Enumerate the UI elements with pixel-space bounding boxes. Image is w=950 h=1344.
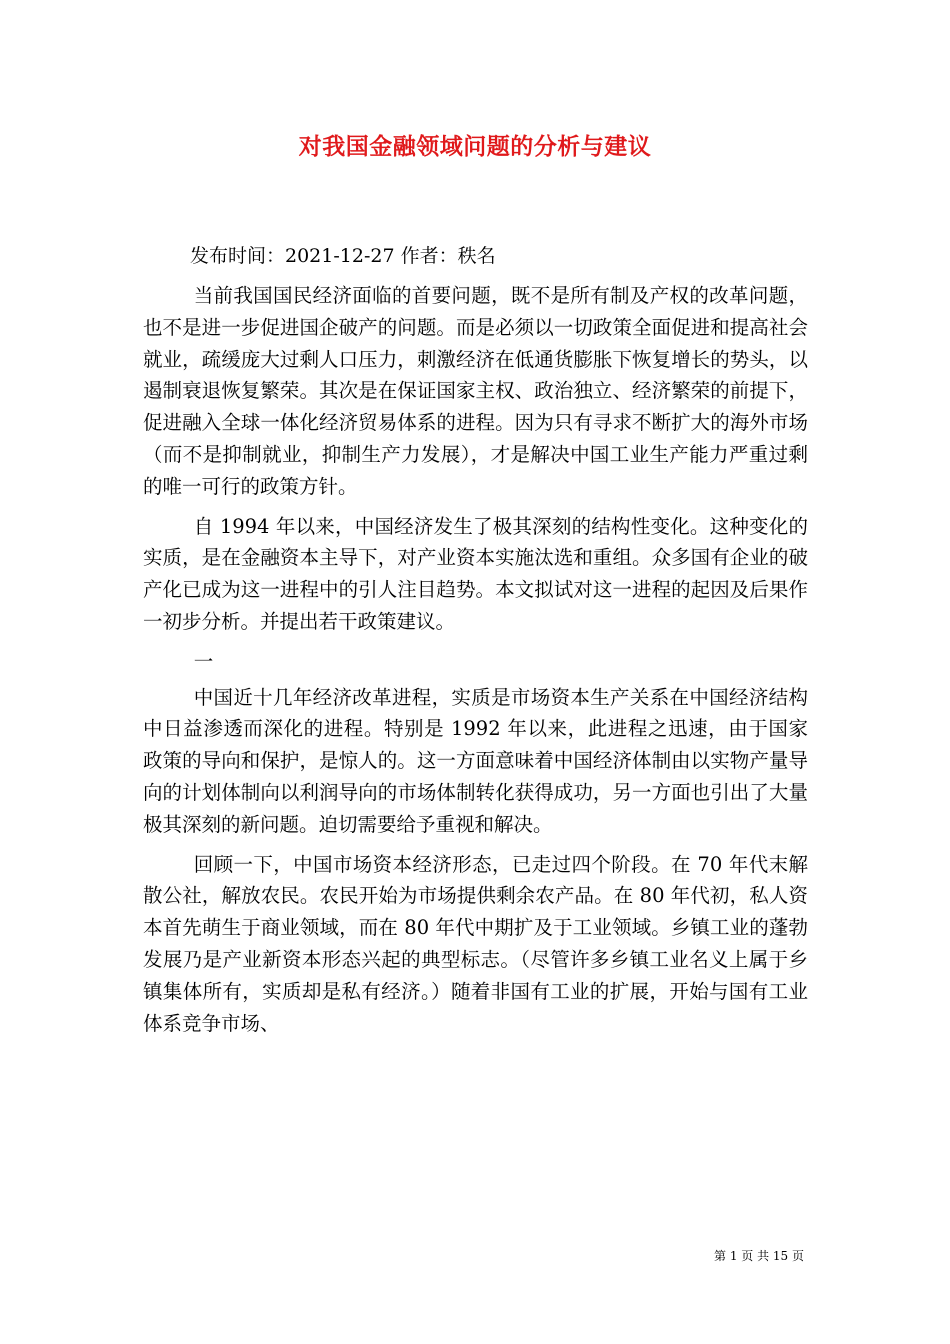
publish-meta: 发布时间：2021-12-27 作者：秩名 bbox=[190, 245, 496, 267]
paragraph: 回顾一下，中国市场资本经济形态，已走过四个阶段。在 70 年代末解散公社，解放农民。农民开始为市场提供剩余农产品。在 80 年代初，私人资本首先萌生于商业领域，而在 80 年代中期扩及于工业领域。乡镇工业的蓬勃发展乃是产业新资本形态兴起的典型标志。（尽管许多乡镇工业名义上属于乡镇集体所有，实质却是私有经济。）随着非国有工业的扩展，开始与国有工业体系竞争市场、 bbox=[143, 852, 808, 1035]
document-body bbox=[143, 280, 808, 1047]
document-title: 对我国金融领域问题的分析与建议 bbox=[298, 133, 652, 160]
section-heading: 一 bbox=[193, 649, 214, 673]
paragraph: 当前我国国民经济面临的首要问题，既不是所有制及产权的改革问题，也不是进一步促进国企破产的问题。而是必须以一切政策全面促进和提高社会就业，疏缓庞大过剩人口压力，刺激经济在低通货膨胀下恢复增长的势头，以遏制衰退恢复繁荣。其次是在保证国家主权、政治独立、经济繁荣的前提下，促进融入全球一体化经济贸易体系的进程。因为只有寻求不断扩大的海外市场（而不是抑制就业，抑制生产力发展），才是解决中国工业生产能力严重过剩的唯一可行的政策方针。 bbox=[143, 284, 808, 498]
paragraph: 自 1994 年以来，中国经济发生了极其深刻的结构性变化。这种变化的实质，是在金融资本主导下，对产业资本实施汰选和重组。众多国有企业的破产化已成为这一进程中的引人注目趋势。本文拟试对这一进程的起因及后果作一初步分析。并提出若干政策建议。 bbox=[143, 514, 808, 633]
paragraph: 中国近十几年经济改革进程，实质是市场资本生产关系在中国经济结构中日益渗透而深化的进程。特别是 1992 年以来，此进程之迅速，由于国家政策的导向和保护，是惊人的。这一方面意味着中国经济体制由以实物产量导向的计划体制向以利润导向的市场体制转化获得成功，另一方面也引出了大量极其深刻的新问题。迫切需要给予重视和解决。 bbox=[143, 685, 808, 836]
page-number: 第 1 页 共 15 页 bbox=[714, 1249, 804, 1263]
